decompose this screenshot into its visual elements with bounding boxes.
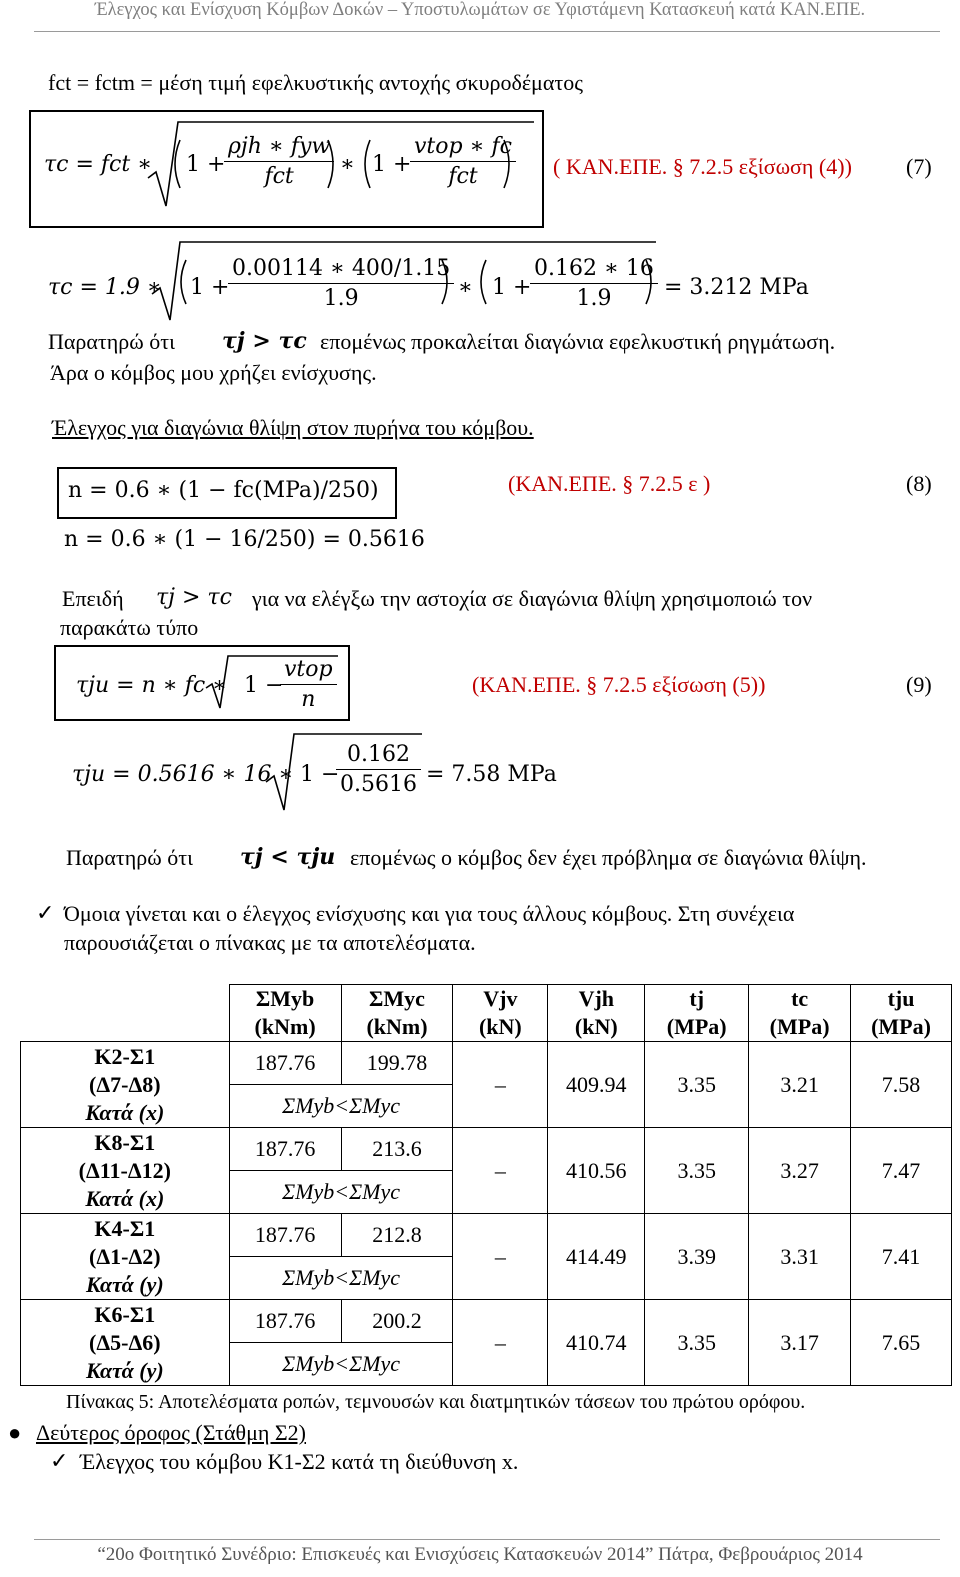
eq9n-inner: 1 − [300,762,340,787]
cell-tj: 3.35 [645,1128,749,1214]
cell-tc: 3.21 [749,1042,851,1128]
eq9-num: vtop [280,657,337,685]
checkmark-icon: ✓ [36,900,55,925]
cell-compare: ΣMyb<ΣMyc [229,1171,453,1214]
cell-tju: 7.47 [851,1128,952,1214]
check-note-line2: παρουσιάζεται ο πίνακας με τα αποτελέσματα. [64,930,476,955]
eq7n-factor2: 1 + [492,275,532,300]
row-label [21,1128,230,1214]
eq9-number: (9) [906,672,932,697]
header-vjh-top: Vjh [578,986,615,1011]
header-divider [34,31,940,32]
diag-heading: Έλεγχος για διαγώνια θλίψη στον πυρήνα του κόμβου. [52,415,534,440]
eq7-den1: fct [264,164,294,189]
eq8-numeric: n = 0.6 ∗ (1 − 16/250) = 0.5616 [64,527,425,552]
row-label [21,1300,230,1386]
header-tj [645,985,749,1042]
obs2-relation: τj < τju [240,844,336,870]
cell-tc: 3.17 [749,1300,851,1386]
eq7n-fraction1 [228,256,454,311]
eq7-reference-text: ( ΚΑΝ.ΕΠΕ. § 7.2.5 εξίσωση (4)) [553,154,852,179]
eq8-formula: n = 0.6 ∗ (1 − fc(MPa)/250) [68,478,379,503]
obs1-text: επομένως προκαλείται διαγώνια εφελκυστική ρηγμάτωση. [320,329,836,354]
header-vjh [548,985,645,1042]
row-label-direction: Κατά (x) [85,1099,165,1125]
eq7-lhs: τc = fct ∗ [44,152,153,177]
obs1-line2: Άρα ο κόμβος μου χρήζει ενίσχυσης. [50,360,377,385]
page-footer [0,1544,960,1566]
cell-myb: 187.76 [229,1300,341,1343]
row-label-beams: (Δ7-Δ8) [89,1071,161,1097]
table-caption: Πίνακας 5: Αποτελέσματα ροπών, τεμνουσών και διατμητικών τάσεων του πρώτου ορόφου. [66,1391,806,1413]
eq7n-num2: 0.162 ∗ 16 [530,256,658,284]
cell-myc: 199.78 [341,1042,453,1085]
cell-tju: 7.41 [851,1214,952,1300]
header-tju-unit: (MPa) [871,1014,931,1039]
row-label-beams: (Δ5-Δ6) [89,1329,161,1355]
header-tj-unit: (MPa) [666,1014,727,1039]
cell-vjh: 410.56 [548,1128,645,1214]
table-row [21,1042,952,1085]
row-label-beams: (Δ11-Δ12) [78,1157,171,1183]
eq7n-den1: 1.9 [323,286,359,311]
header-myc-top: ΣMyc [369,986,425,1011]
cell-tj: 3.39 [645,1214,749,1300]
cell-vjv: – [453,1042,548,1128]
cell-tj: 3.35 [645,1042,749,1128]
eq7n-num1: 0.00114 ∗ 400/1.15 [228,256,454,284]
table-corner [21,985,230,1042]
obs1-relation: τj > τc [222,328,307,354]
row-label-beams: (Δ1-Δ2) [89,1243,161,1269]
eq7-times: ∗ [340,152,355,177]
obs2-prefix: Παρατηρώ ότι [66,845,193,870]
row-label [21,1214,230,1300]
row-label [21,1042,230,1128]
second-floor-heading: Δεύτερος όροφος (Στάθμη Σ2) [36,1420,307,1445]
eq8-reference: (ΚΑΝ.ΕΠΕ. § 7.2.5 ε ) [508,471,711,496]
results-table [20,984,952,1386]
header-title: Έλεγχος και Ενίσχυση Κόμβων Δοκών – Υποστυλωμάτων σε Υφιστάμενη Κατασκευή κατά ΚΑΝ.ΕΠΕ. [94,0,866,20]
header-tc-top: tc [791,986,809,1011]
eq9-reference: (ΚΑΝ.ΕΠΕ. § 7.2.5 εξίσωση (5)) [472,672,766,697]
cell-myb: 187.76 [229,1128,341,1171]
cell-vjv: – [453,1128,548,1214]
cell-vjh: 414.49 [548,1214,645,1300]
eq7-fraction2 [410,134,516,189]
eq9-lhs: τju = n ∗ fc ∗ [76,673,228,698]
cell-tju: 7.65 [851,1300,952,1386]
cell-compare: ΣMyb<ΣMyc [229,1085,453,1128]
since-prefix: Επειδή [62,586,124,611]
cell-vjv: – [453,1300,548,1386]
header-myb-unit: (kNm) [254,1014,316,1039]
since-line2: παρακάτω τύπο [60,615,199,640]
eq7-reference [553,154,852,180]
header-tc-unit: (MPa) [769,1014,830,1039]
cell-myb: 187.76 [229,1042,341,1085]
eq7-number: (7) [906,154,932,179]
header-vjh-unit: (kN) [574,1014,618,1039]
table-row [21,1300,952,1343]
eq7-fraction1 [224,134,334,189]
header-myc [341,985,453,1042]
cell-tc: 3.31 [749,1214,851,1300]
cell-tju: 7.58 [851,1042,952,1128]
header-tc [749,985,851,1042]
row-label-direction: Κατά (y) [85,1357,164,1383]
eq9n-den: 0.5616 [340,772,417,797]
header-vjv-top: Vjv [483,986,518,1011]
eq9n-result: = 7.58 MPa [426,762,557,787]
cell-vjv: – [453,1214,548,1300]
cell-tj: 3.35 [645,1300,749,1386]
cell-vjh: 409.94 [548,1042,645,1128]
cell-compare: ΣMyb<ΣMyc [229,1343,453,1386]
node-check: Έλεγχος του κόμβου Κ1-Σ2 κατά τη διεύθυνση x. [80,1449,519,1474]
header-tju [851,985,952,1042]
page-header [0,0,960,30]
cell-myc: 213.6 [341,1128,453,1171]
footer-divider [34,1539,940,1540]
eq7-num2: vtop ∗ fc [410,134,516,162]
eq7-num1: ρjh ∗ fyw [224,134,334,162]
table-row [21,1214,952,1257]
header-tju-top: tju [887,986,915,1011]
row-label-node: Κ4-Σ1 [94,1215,156,1241]
cell-vjh: 410.74 [548,1300,645,1386]
row-label-direction: Κατά (x) [85,1185,165,1211]
since-text: για να ελέγξω την αστοχία σε διαγώνια θλίψη χρησιμοποιώ τον [252,586,813,611]
cell-compare: ΣMyb<ΣMyc [229,1257,453,1300]
cell-myb: 187.76 [229,1214,341,1257]
row-label-node: Κ2-Σ1 [94,1043,156,1069]
eq7n-result: = 3.212 MPa [664,275,809,300]
header-vjv [453,985,548,1042]
eq9-den: n [301,687,316,712]
cell-tc: 3.27 [749,1128,851,1214]
check-note-line1: Όμοια γίνεται και ο έλεγχος ενίσχυσης και για τους άλλους κόμβους. Στη συνέχεια [64,901,795,926]
intro-line: fct = fctm = μέση τιμή εφελκυστικής αντοχής σκυροδέματος [48,70,583,95]
eq9n-fraction [336,742,421,797]
since-relation: τj > τc [156,585,232,610]
eq9n-num: 0.162 [336,742,421,770]
table-header-row [21,985,952,1042]
eq7n-den2: 1.9 [576,286,612,311]
eq7n-lhs: τc = 1.9 ∗ [48,275,162,300]
header-vjv-unit: (kN) [478,1014,522,1039]
header-myc-unit: (kNm) [366,1014,428,1039]
eq8-number: (8) [906,471,932,496]
footer-text: “20ο Φοιτητικό Συνέδριο: Επισκευές και Ενισχύσεις Κατασκευών 2014” Πάτρα, Φεβρουάριος 2014 [97,1544,863,1565]
eq7n-fraction2 [530,256,658,311]
obs2-text: επομένως ο κόμβος δεν έχει πρόβλημα σε διαγώνια θλίψη. [350,845,867,870]
header-tj-top: tj [689,986,705,1011]
header-myb-top: ΣMyb [255,986,315,1011]
cell-myc: 200.2 [341,1300,453,1343]
eq7-den2: fct [448,164,478,189]
eq9-inner: 1 − [244,673,284,698]
row-label-node: Κ8-Σ1 [94,1129,156,1155]
eq7-factor2: 1 + [372,152,412,177]
checkmark-icon: ✓ [50,1448,69,1473]
eq7-factor1: 1 + [186,152,226,177]
eq9n-lhs: τju = 0.5616 ∗ 16 ∗ [72,762,294,787]
header-myb [229,985,341,1042]
row-label-node: Κ6-Σ1 [94,1301,156,1327]
table-row [21,1128,952,1171]
obs1-prefix: Παρατηρώ ότι [48,329,175,354]
cell-myc: 212.8 [341,1214,453,1257]
bullet-icon: ● [8,1420,22,1445]
eq7n-factor1: 1 + [190,275,230,300]
row-label-direction: Κατά (y) [85,1271,164,1297]
eq9-fraction [280,657,337,712]
eq7n-times: ∗ [458,275,473,300]
